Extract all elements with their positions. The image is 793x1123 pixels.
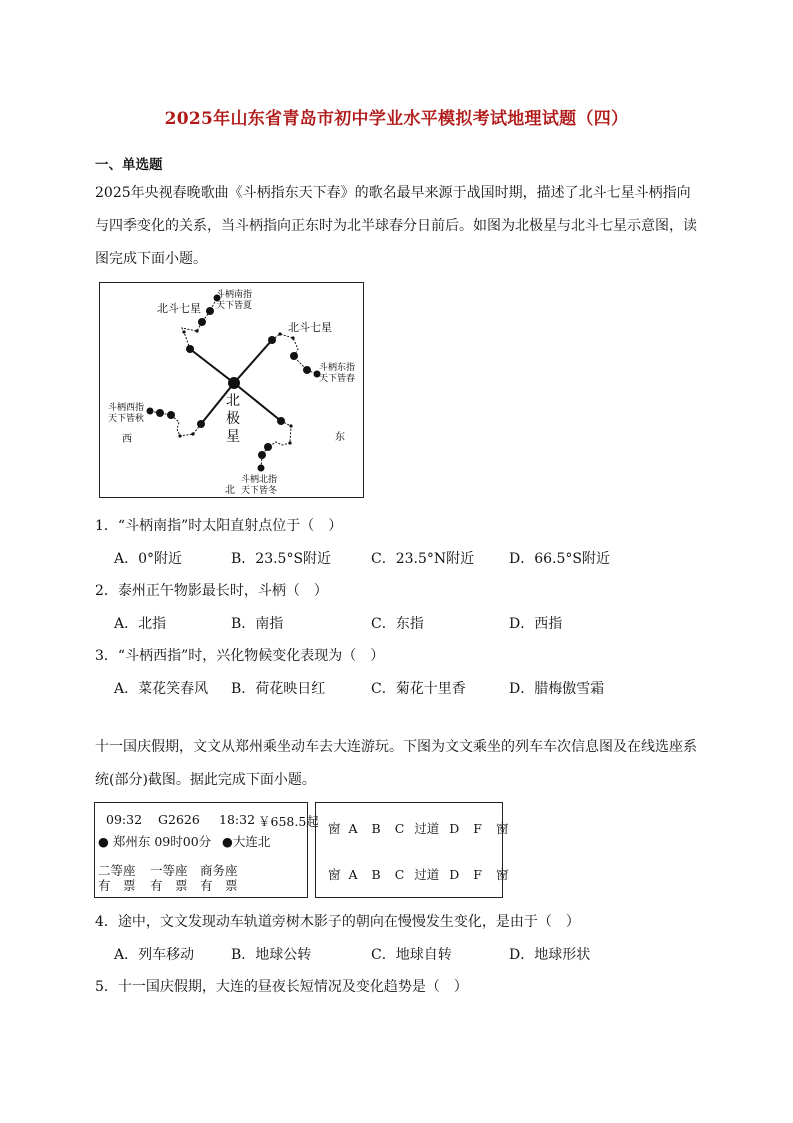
note-top-2: 天下皆夏 bbox=[216, 301, 253, 311]
seat-row-2 bbox=[328, 865, 508, 883]
dir-east: 东 bbox=[335, 432, 345, 443]
option-d[interactable]: D．地球形状 bbox=[509, 947, 591, 963]
seat-f[interactable]: F bbox=[473, 867, 482, 882]
option-d[interactable]: D．腊梅傲雪霜 bbox=[509, 681, 605, 697]
seat-b[interactable]: B bbox=[371, 821, 381, 836]
seat-a[interactable]: A bbox=[348, 867, 358, 882]
passage-2 bbox=[95, 731, 700, 797]
arrive-time: 18:32 bbox=[219, 812, 256, 827]
passage-1-line: 与四季变化的关系，当斗柄指向正东时为北半球春分日前后。如图为北极星与北斗七星示意图，读 bbox=[95, 218, 697, 234]
class-business: 商务座 bbox=[200, 863, 238, 878]
passage-2-line: 十一国庆假期，文文从郑州乘坐动车去大连游玩。下图为文文乘坐的列车车次信息图及在线选座系 bbox=[95, 739, 697, 755]
class-first: 一等座 bbox=[150, 863, 188, 878]
option-b[interactable]: B．地球公转 bbox=[231, 947, 312, 963]
label-right: 北斗七星 bbox=[288, 321, 332, 334]
passage-1-line: 图完成下面小题。 bbox=[95, 251, 207, 267]
option-a[interactable]: A．北指 bbox=[114, 616, 167, 632]
question-5: 5．十一国庆假期，大连的昼夜长短情况及变化趋势是（ ） bbox=[95, 979, 468, 995]
note-right-1: 斗柄东指 bbox=[319, 363, 356, 373]
page-title: 2025年山东省青岛市初中学业水平模拟考试地理试题（四） bbox=[164, 109, 629, 129]
seat-a[interactable]: A bbox=[348, 821, 358, 836]
question-4: 4．途中，文文发现动车轨道旁树木影子的朝向在慢慢发生变化，是由于（ ） bbox=[95, 914, 580, 930]
to-station: ●大连北 bbox=[222, 834, 271, 849]
dir-west: 西 bbox=[122, 434, 132, 445]
dipper-winter bbox=[258, 417, 293, 472]
option-b[interactable]: B．23.5°S附近 bbox=[231, 551, 332, 567]
from-station: ● 郑州东 09时00分 bbox=[98, 834, 212, 849]
depart-time: 09:32 bbox=[106, 812, 143, 827]
big-dipper-diagram bbox=[100, 283, 363, 497]
section-heading: 一、单选题 bbox=[95, 157, 163, 173]
option-a[interactable]: A．0°附近 bbox=[114, 551, 183, 567]
big-dipper-figure bbox=[99, 282, 364, 498]
dir-north: 北 bbox=[225, 485, 235, 496]
seat-window-right[interactable]: 窗 bbox=[495, 821, 509, 836]
passage-1 bbox=[95, 177, 700, 276]
arm-south bbox=[190, 349, 234, 383]
note-right-2: 天下皆春 bbox=[319, 374, 356, 384]
note-left-1: 斗柄西指 bbox=[108, 403, 145, 413]
seat-d[interactable]: D bbox=[449, 821, 460, 836]
dipper-spring bbox=[268, 332, 321, 377]
seat-row-1 bbox=[328, 819, 508, 837]
arm-east bbox=[234, 340, 272, 383]
option-b[interactable]: B．荷花映日红 bbox=[231, 681, 326, 697]
class-second: 二等座 bbox=[98, 863, 136, 878]
option-d[interactable]: D．西指 bbox=[509, 616, 563, 632]
option-c[interactable]: C．东指 bbox=[371, 616, 424, 632]
seat-window-left[interactable]: 窗 bbox=[328, 821, 341, 836]
seat-window-left[interactable]: 窗 bbox=[328, 867, 341, 882]
note-bottom-2: 天下皆冬 bbox=[241, 486, 278, 496]
note-bottom-1: 斗柄北指 bbox=[241, 475, 278, 485]
option-a[interactable]: A．列车移动 bbox=[114, 947, 195, 963]
option-b[interactable]: B．南指 bbox=[231, 616, 284, 632]
passage-2-line: 统(部分)截图。据此完成下面小题。 bbox=[95, 772, 316, 788]
option-d[interactable]: D．66.5°S附近 bbox=[509, 551, 610, 567]
option-c[interactable]: C．23.5°N附近 bbox=[371, 551, 475, 567]
passage-1-line: 2025年央视春晚歌曲《斗柄指东天下春》的歌名最早来源于战国时期，描述了北斗七星斗柄指向 bbox=[95, 185, 691, 201]
seat-c[interactable]: C bbox=[394, 821, 405, 836]
ticket-price: ￥658.5起 bbox=[258, 814, 319, 829]
question-1: 1．“斗柄南指”时太阳直射点位于（ ） bbox=[95, 518, 343, 534]
option-a[interactable]: A．菜花笑春风 bbox=[114, 681, 209, 697]
seat-aisle: 过道 bbox=[414, 867, 440, 882]
avail-first: 有 票 bbox=[150, 878, 188, 893]
train-ticket-figure bbox=[94, 802, 319, 898]
train-number: G2626 bbox=[158, 812, 200, 827]
seat-selection-figure bbox=[315, 802, 509, 898]
polaris-label-1: 北 bbox=[226, 393, 240, 409]
avail-business: 有 票 bbox=[200, 878, 238, 893]
seat-c[interactable]: C bbox=[394, 867, 405, 882]
question-3: 3．“斗柄西指”时，兴化物候变化表现为（ ） bbox=[95, 648, 385, 664]
note-left-2: 天下皆秋 bbox=[108, 414, 145, 424]
note-top-1: 斗柄南指 bbox=[216, 290, 253, 300]
seat-window-right[interactable]: 窗 bbox=[495, 867, 509, 882]
label-top: 北斗七星 bbox=[157, 302, 201, 315]
option-c[interactable]: C．菊花十里香 bbox=[371, 681, 466, 697]
polaris-star bbox=[228, 377, 240, 389]
polaris-label-3: 星 bbox=[226, 429, 240, 445]
dipper-autumn bbox=[147, 408, 206, 438]
option-c[interactable]: C．地球自转 bbox=[371, 947, 452, 963]
avail-second: 有 票 bbox=[98, 878, 136, 893]
arm-north bbox=[234, 383, 281, 421]
seat-aisle: 过道 bbox=[414, 821, 440, 836]
seat-b[interactable]: B bbox=[371, 867, 381, 882]
seat-d[interactable]: D bbox=[449, 867, 460, 882]
seat-f[interactable]: F bbox=[473, 821, 482, 836]
question-2: 2．泰州正午物影最长时，斗柄（ ） bbox=[95, 583, 328, 599]
polaris-label-2: 极 bbox=[226, 411, 240, 427]
